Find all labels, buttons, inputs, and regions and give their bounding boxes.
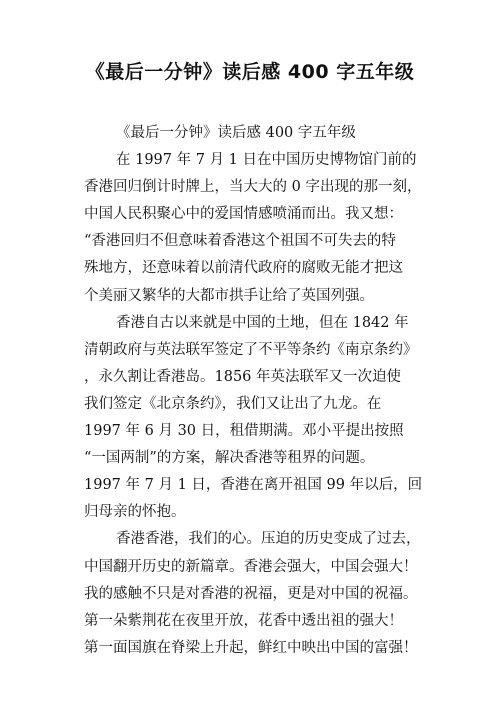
paragraph-line: 我们签定《北京条约》，我们又让出了九龙。在: [84, 395, 382, 412]
paragraph-line: 《最后一分钟》读后感 400 字五年级: [116, 125, 356, 141]
paragraph: [84, 526, 420, 661]
paragraph-line: 归母亲的怀抱。: [84, 504, 186, 521]
document-body: [84, 120, 423, 662]
paragraph-line: 清朝政府与英法联军签定了不平等条约《南京条约》: [84, 341, 418, 358]
paragraph-line: 香港回归倒计时牌上，当大大的 0 字出现的那一刻，: [84, 179, 422, 196]
paragraph-line: 在 1997 年 7 月 1 日在中国历史博物馆门前的: [116, 152, 417, 169]
paragraph-line: 香港香港，我们的心。压迫的历史变成了过去，: [116, 531, 421, 548]
paragraph-line: 殊地方，还意味着以前清代政府的腐败无能才把这: [84, 260, 403, 277]
document-title: 《最后一分钟》读后感 400 字五年级: [85, 61, 415, 83]
paragraph-line: 1997 年 7 月 1 日，香港在离开祖国 99 年以后，回: [84, 477, 423, 494]
paragraph-line: 香港自古以来就是中国的土地，但在 1842 年: [116, 314, 409, 331]
paragraph-line: 中国翻开历史的新篇章。香港会强大，中国会强大！: [84, 558, 418, 575]
paragraph-line: 中国人民积聚心中的爱国情感喷涌而出。我又想：: [84, 206, 403, 223]
paragraph-line: “香港回归不但意味着香港这个祖国不可失去的特: [84, 233, 396, 250]
paragraph: [84, 120, 420, 147]
paragraph-line: 1997 年 6 月 30 日，租借期满。邓小平提出按照: [84, 423, 404, 440]
paragraph-line: 第一朵紫荆花在夜里开放，花香中透出祖的强大！: [84, 612, 403, 629]
paragraph-line: 个美丽又繁华的大都市拱手让给了英国列强。: [84, 287, 374, 304]
paragraph-line: 我的感触不只是对香港的祝福，更是对中国的祝福。: [84, 585, 418, 602]
paragraph: [84, 310, 423, 527]
paragraph: [84, 147, 420, 310]
paragraph-line: “一国两制”的方案，解决香港等租界的问题。: [84, 450, 375, 467]
paragraph-line: 第一面国旗在脊梁上升起，鲜红中映出中国的富强！: [84, 639, 418, 656]
paragraph-line: ，永久割让香港岛。1856 年英法联军又一次迫使: [84, 368, 402, 385]
